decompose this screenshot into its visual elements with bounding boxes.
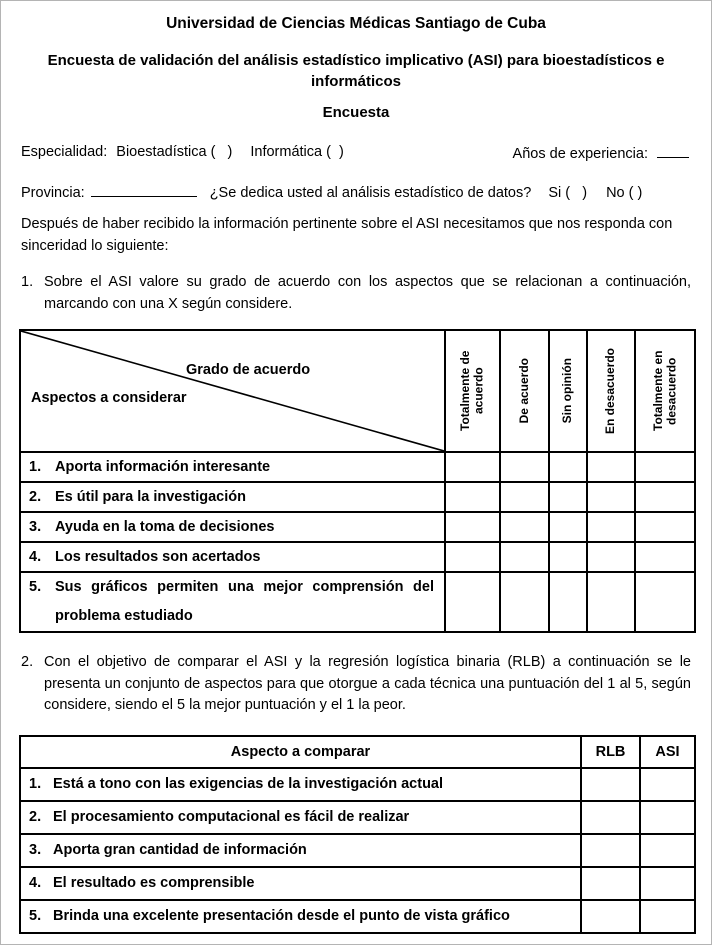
score-cell-rlb[interactable] (581, 801, 640, 834)
row-number: 4. (29, 875, 42, 891)
rating-cell[interactable] (549, 542, 587, 572)
si-checkbox[interactable]: ( ) (565, 185, 588, 201)
table-corner-cell (20, 330, 445, 452)
no-checkbox[interactable]: ( ) (628, 185, 643, 201)
aspect-row (20, 542, 695, 572)
comparison-table (19, 735, 696, 934)
row-number: 4. (29, 549, 42, 565)
score-cell-rlb[interactable] (581, 867, 640, 900)
agreement-table (19, 329, 696, 633)
experience-group (513, 144, 689, 162)
row-number: 1. (29, 776, 42, 792)
row-text: Ayuda en la toma de decisiones (55, 519, 275, 535)
corner-label-aspectos: Aspectos a considerar (31, 390, 187, 406)
question-2 (21, 652, 691, 717)
row-number: 2. (29, 489, 42, 505)
aspect-row (20, 572, 695, 632)
experience-blank[interactable] (657, 144, 689, 158)
row-text: El resultado es comprensible (53, 875, 255, 891)
aspect-row (20, 452, 695, 482)
comparison-row (20, 801, 695, 834)
row-number: 5. (29, 908, 42, 924)
rating-cell[interactable] (587, 452, 635, 482)
rating-cell[interactable] (445, 512, 500, 542)
rating-cell[interactable] (500, 512, 549, 542)
rating-cell[interactable] (587, 482, 635, 512)
comparison-row (20, 867, 695, 900)
university-title: Universidad de Ciencias Médicas Santiago de Cuba (166, 15, 546, 32)
rating-cell[interactable] (635, 542, 695, 572)
rating-cell[interactable] (587, 512, 635, 542)
rating-cell[interactable] (635, 452, 695, 482)
score-cell-rlb[interactable] (581, 834, 640, 867)
section-heading-encuesta: Encuesta (322, 104, 390, 121)
especialidad-row (21, 144, 689, 162)
especialidad-group (21, 144, 344, 162)
question-1 (21, 272, 691, 315)
rating-cell[interactable] (587, 542, 635, 572)
rating-cell[interactable] (445, 452, 500, 482)
aspect-row (20, 482, 695, 512)
survey-title: Encuesta de validación del análisis estadístico implicativo (ASI) para bioestadísticos e informáticos (47, 52, 665, 90)
column-header-totalmente-acuerdo: Totalmente de acuerdo (445, 330, 500, 452)
dedica-question: ¿Se dedica usted al análisis estadístico de datos? (209, 185, 532, 201)
rating-cell[interactable] (445, 482, 500, 512)
rating-cell[interactable] (549, 482, 587, 512)
comparison-header-rlb: RLB (581, 736, 640, 768)
score-cell-rlb[interactable] (581, 768, 640, 801)
row-number: 2. (29, 809, 42, 825)
bioestadistica-option-label: Bioestadística (116, 144, 207, 160)
rating-cell[interactable] (500, 482, 549, 512)
informatica-option-label: Informática (250, 144, 323, 160)
score-cell-asi[interactable] (640, 867, 695, 900)
comparison-header-aspecto: Aspecto a comparar (20, 736, 581, 768)
no-option-label: No (606, 185, 625, 201)
row-text: Brinda una excelente presentación desde el punto de vista gráfico (53, 908, 510, 924)
si-option-label: Si (548, 185, 562, 201)
rating-cell[interactable] (635, 482, 695, 512)
rating-cell[interactable] (635, 572, 695, 632)
question-2-text: Con el objetivo de comparar el ASI y la regresión logística binaria (RLB) a continuación se le presenta un conjunto de aspectos para que otorgue a cada técnica una puntuación del 1 al 5, según considere, siendo el 5 la mejor puntuación y el 1 la peor. (44, 654, 691, 713)
row-text: Aporta gran cantidad de información (53, 842, 307, 858)
intro-paragraph: Después de haber recibido la información pertinente sobre el ASI necesitamos que nos responda con sinceridad lo siguiente: (21, 216, 673, 254)
rating-cell[interactable] (549, 452, 587, 482)
column-header-totalmente-desacuerdo: Totalmente en desacuerdo (635, 330, 695, 452)
row-number: 3. (29, 519, 42, 535)
corner-label-grado: Grado de acuerdo (186, 362, 311, 378)
rating-cell[interactable] (549, 572, 587, 632)
comparison-row (20, 834, 695, 867)
column-header-en-desacuerdo: En desacuerdo (587, 330, 635, 452)
row-number: 5. (29, 579, 42, 595)
row-number: 1. (29, 459, 42, 475)
score-cell-asi[interactable] (640, 834, 695, 867)
score-cell-rlb[interactable] (581, 900, 640, 933)
rating-cell[interactable] (587, 572, 635, 632)
rating-cell[interactable] (445, 572, 500, 632)
rating-cell[interactable] (549, 512, 587, 542)
comparison-header-asi: ASI (640, 736, 695, 768)
provincia-label: Provincia: (21, 185, 85, 201)
provincia-blank[interactable] (91, 183, 197, 197)
question-2-number: 2. (21, 654, 34, 670)
score-cell-asi[interactable] (640, 801, 695, 834)
rating-cell[interactable] (635, 512, 695, 542)
row-text: Sus gráficos permiten una mejor comprensión del problema estudiado (55, 579, 434, 624)
comparison-row (20, 900, 695, 933)
column-header-sin-opinion: Sin opinión (549, 330, 587, 452)
column-header-de-acuerdo: De acuerdo (500, 330, 549, 452)
experience-label: Años de experiencia: (512, 146, 648, 162)
row-text: Aporta información interesante (55, 459, 271, 475)
row-text: Es útil para la investigación (55, 489, 246, 505)
comparison-row (20, 768, 695, 801)
rating-cell[interactable] (500, 572, 549, 632)
row-text: El procesamiento computacional es fácil de realizar (53, 809, 410, 825)
rating-cell[interactable] (445, 542, 500, 572)
bioestadistica-checkbox[interactable]: ( ) (210, 144, 233, 160)
informatica-checkbox[interactable]: ( ) (326, 144, 344, 160)
row-text: Está a tono con las exigencias de la investigación actual (53, 776, 444, 792)
rating-cell[interactable] (500, 452, 549, 482)
score-cell-asi[interactable] (640, 900, 695, 933)
question-1-number: 1. (21, 274, 34, 290)
row-text: Los resultados son acertados (55, 549, 261, 565)
question-1-text: Sobre el ASI valore su grado de acuerdo con los aspectos que se relacionan a continuación, marcando con una X según considere. (44, 274, 691, 312)
provincia-row (21, 183, 691, 201)
especialidad-label: Especialidad: (21, 144, 108, 160)
rating-cell[interactable] (500, 542, 549, 572)
score-cell-asi[interactable] (640, 768, 695, 801)
row-number: 3. (29, 842, 42, 858)
aspect-row (20, 512, 695, 542)
